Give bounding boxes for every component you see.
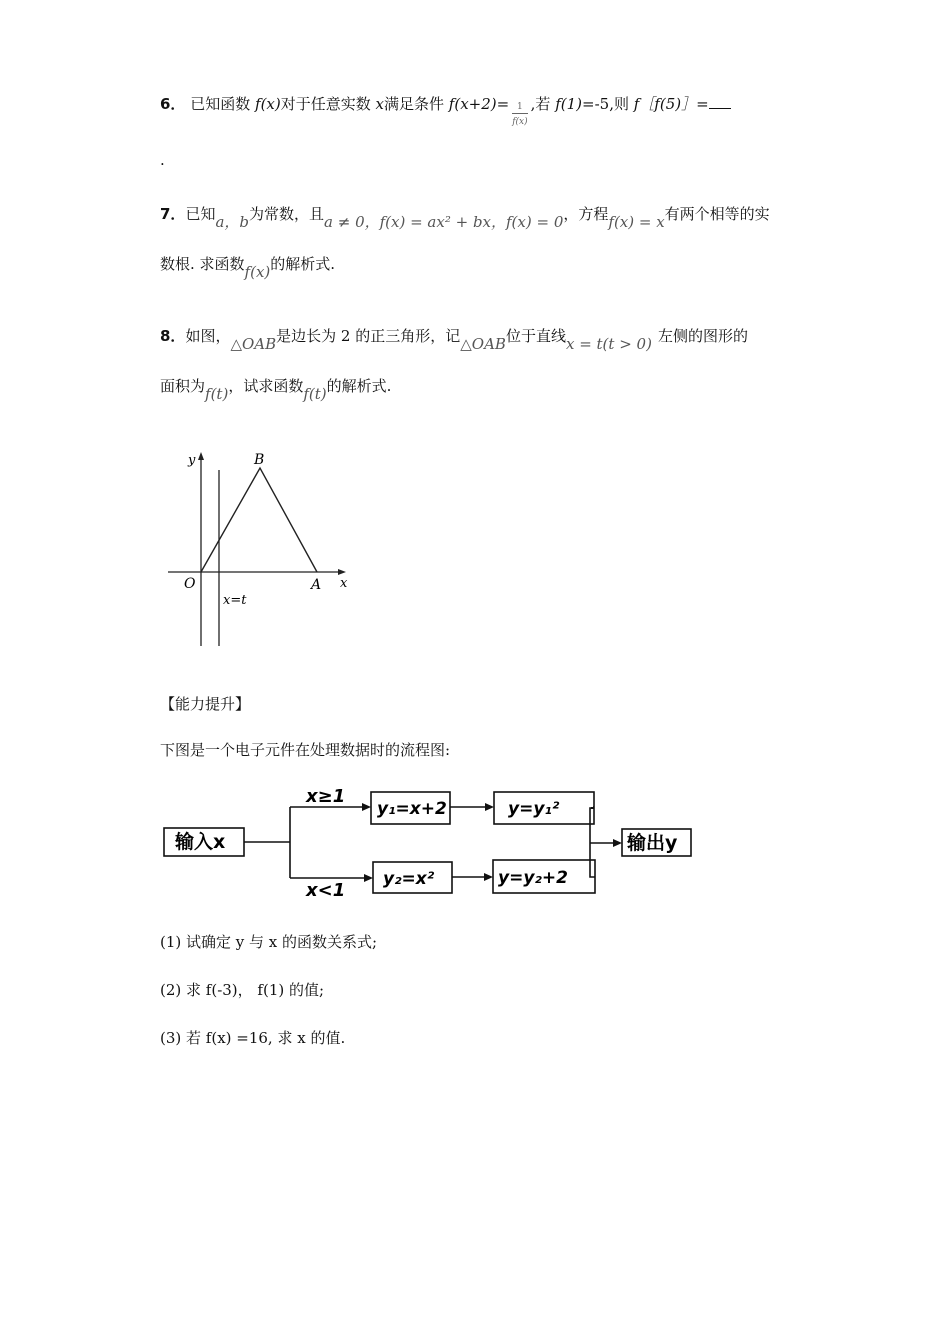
math: f(1) [555, 95, 583, 113]
arrowhead [484, 873, 493, 881]
math: f(x) [255, 95, 281, 113]
box-bottom-2-label: y=y₂+2 [498, 868, 568, 888]
arrowhead [613, 839, 622, 847]
box-top-1-label: y₁=x+2 [377, 799, 447, 819]
text: ，方程 [563, 205, 609, 223]
text: 的解析式. [326, 377, 392, 395]
math: △OAB [460, 335, 506, 353]
section-title: 【能力提升】 [160, 695, 251, 713]
text: 已知 [185, 205, 216, 223]
label-x-eq-t: x=t [223, 593, 247, 608]
condition-top: x≥1 [306, 786, 346, 807]
fraction [512, 102, 527, 128]
label-a: A [311, 577, 322, 593]
label-b: B [254, 452, 265, 468]
arrowhead [362, 803, 371, 811]
text: ，试求函数 [228, 377, 304, 395]
triangle-figure [162, 450, 362, 650]
x-axis-arrow [338, 569, 346, 575]
answer-blank [709, 94, 731, 109]
math: f(t) [303, 385, 327, 403]
fraction-denominator: f(x) [512, 117, 528, 127]
question-6-dot: . [160, 151, 165, 169]
question-7-line2 [160, 254, 336, 281]
question-8-line1 [160, 326, 748, 353]
output-label: 输出y [627, 832, 678, 854]
text: 满足条件 [384, 95, 445, 113]
question-7-line1 [160, 204, 770, 231]
question-number: 7． [160, 205, 186, 223]
question-8-line2 [160, 376, 392, 403]
question-number: 6． [160, 95, 186, 113]
arrowhead [485, 803, 494, 811]
text: 有两个相等的实 [664, 205, 770, 223]
math: △OAB [230, 335, 277, 353]
intro-text: 下图是一个电子元件在处理数据时的流程图: [160, 741, 451, 759]
text: 数根. 求函数 [160, 255, 245, 273]
text: 的解析式. [270, 255, 336, 273]
arrowhead [364, 874, 373, 882]
box-bottom-1-label: y₂=x² [383, 869, 435, 889]
text: 如图， [185, 327, 231, 345]
text: = [496, 95, 510, 113]
text: 是边长为 2 的正三角形，记 [276, 327, 461, 345]
sub-question-3: (3) 若 f(x) =16, 求 x 的值. [160, 1029, 346, 1047]
text: 位于直线 [505, 327, 566, 345]
text: 已知函数 [190, 95, 251, 113]
math: x = t(t > 0) [565, 335, 652, 353]
condition-bottom: x<1 [306, 880, 346, 901]
label-o: O [184, 576, 196, 592]
math: a ≠ 0，f(x) = ax² + bx，f(x) = 0 [324, 213, 564, 231]
text: 为常数，且 [249, 205, 325, 223]
text: =-5,则 [582, 95, 629, 113]
math: a，b [215, 213, 249, 231]
input-label: 输入x [175, 831, 226, 853]
flowchart [160, 782, 700, 902]
sub-question-2: (2) 求 f(-3)， f(1) 的值; [160, 981, 325, 999]
question-number: 8． [160, 327, 186, 345]
math: f(x+2) [448, 95, 497, 113]
text: 左侧的图形的 [657, 327, 748, 345]
math: f(x) = x [608, 213, 665, 231]
text: 对于任意实数 [280, 95, 371, 113]
question-6 [160, 92, 731, 127]
label-y: y [188, 453, 196, 468]
math: f［f(5)］= [633, 95, 709, 113]
text: 面积为 [160, 377, 206, 395]
math: x [375, 95, 384, 113]
fraction-numerator: 1 [512, 102, 527, 114]
y-axis-arrow [198, 452, 204, 460]
math: f(t) [205, 385, 229, 403]
math: f(x) [244, 263, 271, 281]
text: ,若 [530, 95, 551, 113]
label-x: x [340, 576, 348, 591]
sub-question-1: (1) 试确定 y 与 x 的函数关系式; [160, 933, 378, 951]
box-top-2-label: y=y₁² [508, 799, 560, 819]
